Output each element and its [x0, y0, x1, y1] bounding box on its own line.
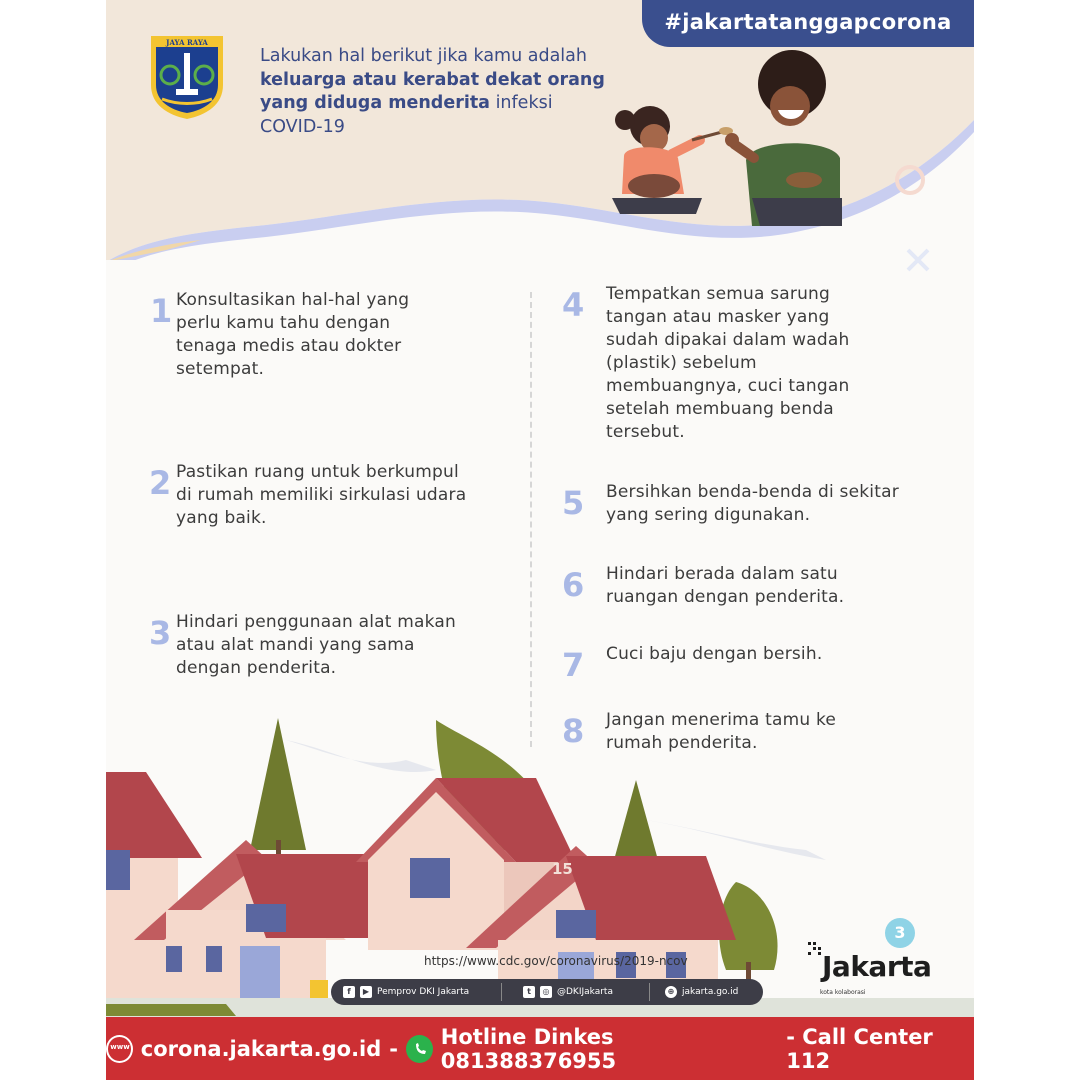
facebook-youtube-label: Pemprov DKI Jakarta [377, 987, 470, 997]
emblem-text: JAYA RAYA [166, 38, 208, 47]
www-globe-icon: www [106, 1035, 133, 1063]
source-url[interactable]: https://www.cdc.gov/coronavirus/2019-ncov [424, 954, 688, 968]
whatsapp-icon [406, 1035, 433, 1063]
intro-part-1: Lakukan hal berikut jika kamu adalah [260, 46, 587, 66]
dki-jakarta-emblem [148, 33, 226, 121]
intro-text [260, 45, 620, 139]
step-number: 8 [562, 712, 585, 750]
twitter-icon: t [523, 986, 535, 998]
website-label: jakarta.go.id [682, 987, 739, 997]
twitter-instagram-label: @DKIJakarta [557, 987, 613, 997]
twitter-instagram-link[interactable] [523, 979, 613, 1005]
globe-icon: ⊕ [665, 986, 677, 998]
footer-separator: - [389, 1036, 398, 1061]
step-number: 1 [150, 292, 173, 330]
hashtag-banner: #jakartatanggapcorona [642, 0, 974, 47]
intro-bold: keluarga atau kerabat dekat orang yang diduga menderita [260, 69, 605, 113]
social-separator [649, 983, 650, 1001]
column-divider [530, 292, 532, 747]
website-link[interactable] [665, 979, 738, 1005]
intro-part-2: infeksi COVID-19 [260, 93, 553, 137]
step-text: Pastikan ruang untuk berkumpul di rumah memiliki sirkulasi udara yang baik. [176, 462, 467, 528]
step-number: 2 [149, 464, 172, 502]
poster [106, 0, 974, 1080]
page-number-badge: 3 [885, 918, 915, 948]
step-number: 6 [562, 566, 585, 604]
step-text: Jangan menerima tamu ke rumah penderita. [606, 710, 837, 753]
facebook-youtube-link[interactable] [343, 979, 469, 1005]
instagram-icon: ◎ [540, 986, 552, 998]
jakarta-wordmark: Jakarta [822, 950, 932, 983]
step-text: Konsultasikan hal-hal yang perlu kamu tahu dengan tenaga medis atau dokter setempat. [176, 290, 410, 379]
decorative-shapes [886, 150, 974, 290]
step-text: Hindari berada dalam satu ruangan dengan penderita. [606, 564, 845, 607]
step-number: 5 [562, 484, 585, 522]
facebook-icon: f [343, 986, 355, 998]
footer-website[interactable]: corona.jakarta.go.id [140, 1036, 382, 1061]
step-text: Cuci baju dengan bersih. [606, 644, 823, 664]
mother-feeding-child-illustration [592, 48, 842, 226]
footer-call-center[interactable]: - Call Center 112 [786, 1024, 933, 1073]
house-number: 15 [552, 860, 573, 878]
social-separator [501, 983, 502, 1001]
footer-hotline[interactable]: Hotline Dinkes 081388376955 [440, 1024, 617, 1073]
step-text: Tempatkan semua sarung tangan atau masker yang sudah dipakai dalam wadah (plastik) sebelum membuangnya, cuci tangan setelah membuang benda tersebut. [606, 284, 850, 442]
step-number: 4 [562, 286, 585, 324]
step-number: 3 [149, 614, 172, 652]
jakarta-tagline: kota kolaborasi [820, 989, 866, 996]
step-text: Bersihkan benda-benda di sekitar yang sering digunakan. [606, 482, 899, 525]
step-number: 7 [562, 646, 585, 684]
youtube-icon: ▶ [360, 986, 372, 998]
social-media-bar [331, 979, 763, 1005]
footer-bar [106, 1017, 974, 1080]
step-text: Hindari penggunaan alat makan atau alat mandi yang sama dengan penderita. [176, 612, 456, 678]
